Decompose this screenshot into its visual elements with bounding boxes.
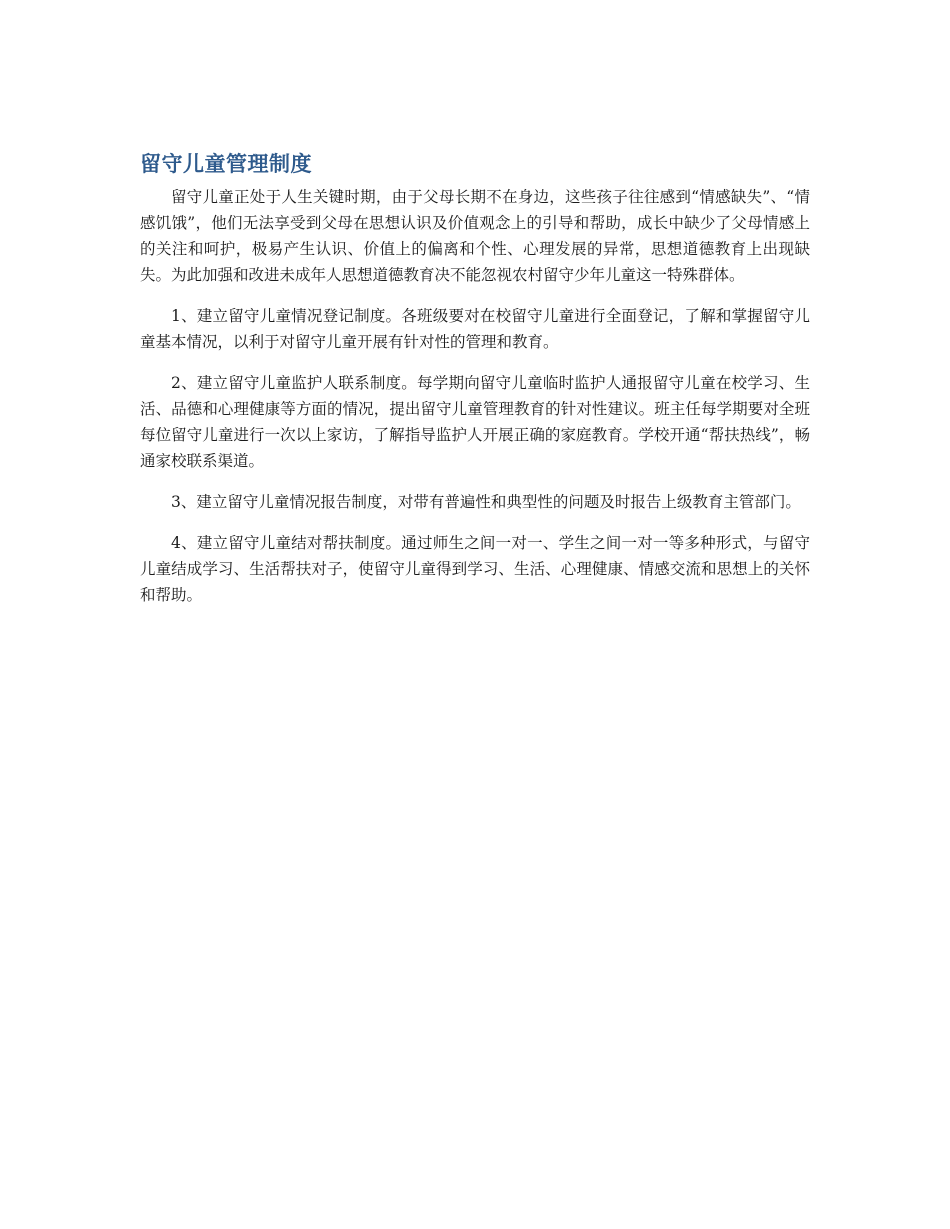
rule-paragraph-4: 4、建立留守儿童结对帮扶制度。通过师生之间一对一、学生之间一对一等多种形式，与留守儿童结成学习、生活帮扶对子，使留守儿童得到学习、生活、心理健康、情感交流和思想上的关怀和帮助。 — [140, 534, 810, 604]
document-page — [140, 148, 810, 623]
rule-paragraph-1: 1、建立留守儿童情况登记制度。各班级要对在校留守儿童进行全面登记，了解和掌握留守儿童基本情况，以利于对留守儿童开展有针对性的管理和教育。 — [140, 307, 810, 351]
rule-paragraph-3: 3、建立留守儿童情况报告制度，对带有普遍性和典型性的问题及时报告上级教育主管部门。 — [171, 493, 801, 511]
intro-paragraph: 留守儿童正处于人生关键时期，由于父母长期不在身边，这些孩子往往感到“情感缺失”、“情感饥饿”，他们无法享受到父母在思想认识及价值观念上的引导和帮助，成长中缺少了父母情感上的关注和呵护，极易产生认识、价值上的偏离和个性、心理发展的异常，思想道德教育上出现缺失。为此加强和改进未成年人思想道德教育决不能忽视农村留守少年儿童这一特殊群体。 — [140, 188, 810, 284]
document-title: 留守儿童管理制度 — [140, 152, 312, 176]
rule-paragraph-2: 2、建立留守儿童监护人联系制度。每学期向留守儿童临时监护人通报留守儿童在校学习、生活、品德和心理健康等方面的情况，提出留守儿童管理教育的针对性建议。班主任每学期要对全班每位留守儿童进行一次以上家访，了解指导监护人开展正确的家庭教育。学校开通“帮扶热线”，畅通家校联系渠道。 — [140, 374, 810, 470]
